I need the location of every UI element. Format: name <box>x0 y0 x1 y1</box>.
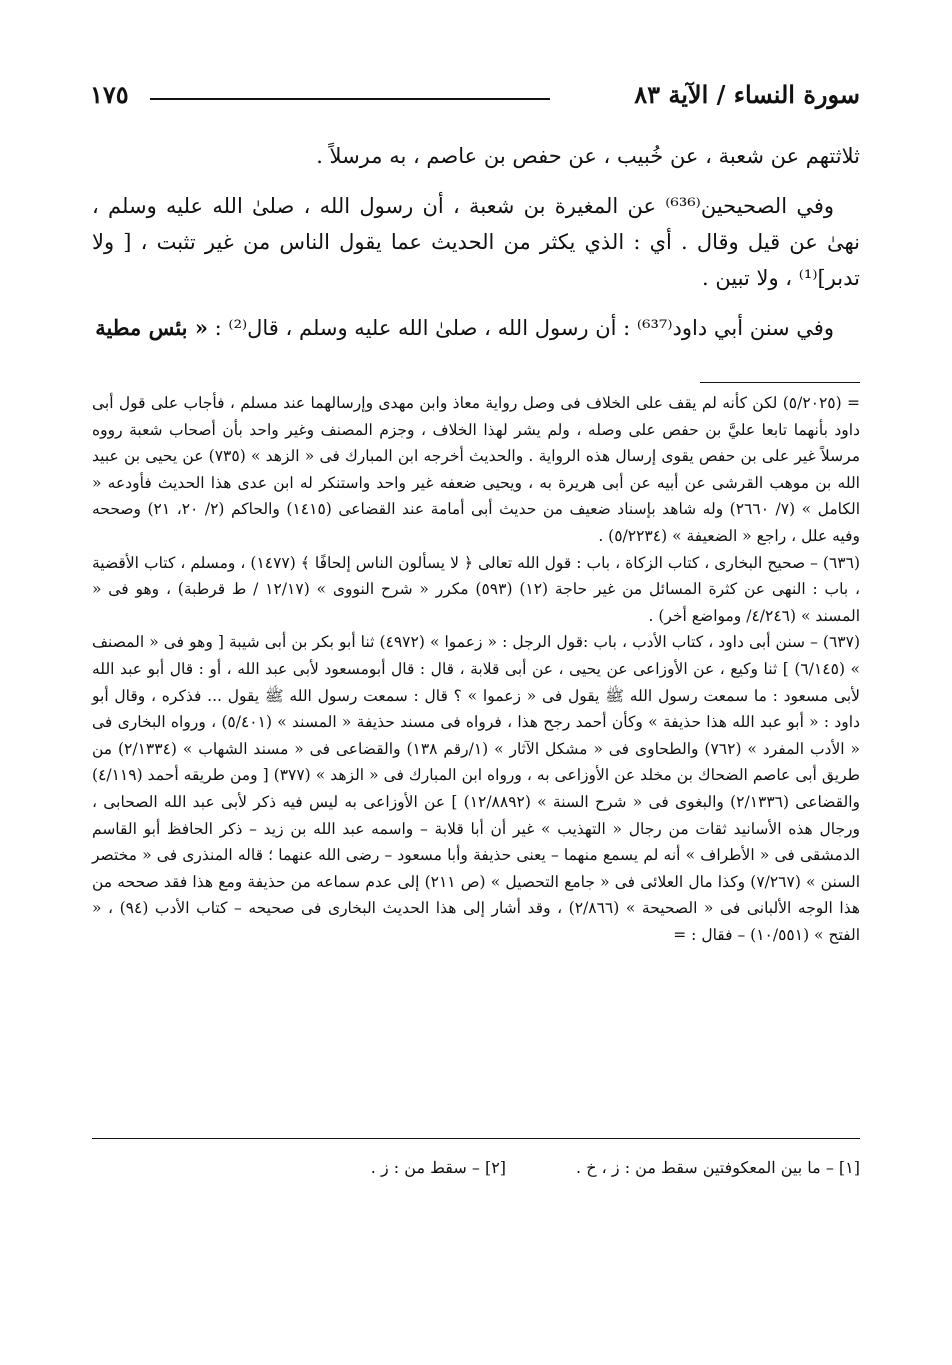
running-title: سورة النساء / الآية ٨٣ <box>634 80 860 109</box>
hadith-quote-start: « بئس مطية <box>95 315 208 340</box>
main-paragraph-3 <box>92 310 860 346</box>
main-text <box>92 138 860 360</box>
main-paragraph-3-text: وفي سنن أبي داود⁽⁶³⁷⁾ : أن رسول الله ، صلىٰ الله عليه وسلم ، قال⁽²⁾ : <box>207 316 834 340</box>
page-header <box>90 80 860 120</box>
footnote-divider <box>700 382 860 383</box>
page-number: ١٧٥ <box>90 80 129 109</box>
editorial-notes <box>92 1155 860 1181</box>
main-line-1: ثلاثتهم عن شعبة ، عن خُبيب ، عن حفص بن عاصم ، به مرسلاً . <box>316 144 860 168</box>
header-rule <box>150 98 550 100</box>
footnotes <box>92 390 860 948</box>
main-paragraph-2: وفي الصحيحين⁽⁶³⁶⁾ عن المغيرة بن شعبة ، أن رسول الله ، صلىٰ الله عليه وسلم ، نهىٰ عن قيل وقال . أي : الذي يكثر من الحديث عما يقول الناس من غير تثبت ، [ ولا تدبر]⁽¹⁾ ، ولا تبين . <box>92 194 860 290</box>
footnote-636: (٦٣٦) – صحيح البخارى ، كتاب الزكاة ، باب : قول الله تعالى ﴿ لا يسألون الناس إلحافًا ﴾ (١٤٧٧) ، ومسلم ، كتاب الأقضية ، باب : النهى عن كثرة المسائل من غير حاجة (١٢) (٥٩٣) مكرر « شرح النووى » (١٢/١٧ / ط قرطبة) ، وهو فى « المسند » (٤/٢٤٦/ ومواضع أخر) . <box>92 553 860 625</box>
footnote-continuation: = (٥/٢٠٢٥) لكن كأنه لم يقف على الخلاف فى وصل رواية معاذ وابن مهدى وإرسالهما عند مسلم ، فأجاب على قول أبى داود بأنهما تابعا عليَّ بن حفص على وصله ، ولم يشر لهذا الخلاف ، وجزم المصنف وغير واحد بأن أصحاب شعبة رووه مرسلاً غير على بن حفص يقوى إرسال هذه الرواية . والحديث أخرجه ابن المبارك فى « الزهد » (٧٣٥) عن يحيى بن عبيد الله بن موهب القرشى عن أبيه عن أبى هريرة به ، ويحيى ضعفه غير واحد واستنكر له ابن عدى هذا الحديث فأودعه « الكامل » (٧/ ٢٦٦٠) وله شاهد بإسناد ضعيف من حديث أبى أمامة عند القضاعى (١٤١٥) والحاكم (٢/ ٢٠، ٢١) وصححه وفيه علل ، راجع « الضعيفة » (٥/٢٢٣٤) . <box>92 394 861 545</box>
footnote-637: (٦٣٧) – سنن أبى داود ، كتاب الأدب ، باب :قول الرجل : « زعموا » (٤٩٧٢) ثنا أبو بكر بن أبى شيبة [ وهو فى « المصنف » (٦/١٤٥) ] ثنا وكيع ، عن الأوزاعى عن يحيى ، عن أبى قلابة ، قال : قال أبومسعود لأبى عبد الله ، أو : قال أبو عبد الله لأبى مسعود : ما سمعت رسول الله ﷺ يقول فى « زعموا » ؟ قال : سمعت رسول الله ﷺ يقول ... فذكره ، وقال أبو داود : « أبو عبد الله هذا حذيفة » وكأن أحمد رجح هذا ، فرواه فى مسند حذيفة « المسند » (٥/٤٠١) ، ورواه البخارى فى « الأدب المفرد » (٧٦٢) والطحاوى فى « مشكل الآثار » (١/رقم ١٣٨) والقضاعى فى « مسند الشهاب » (٢/١٣٣٤) من طريق أبى عاصم الضحاك بن مخلد عن الأوزاعى به ، ورواه ابن المبارك فى « الزهد » (٣٧٧) [ ومن طريقه أحمد (٤/١١٩) والقضاعى (٢/١٣٣٦) والبغوى فى « شرح السنة » (١٢/٨٨٩٢) ] عن الأوزاعى به ليس فيه ذكر لأبى عبد الله الصحابى ، ورجال هذه الأسانيد ثقات من رجال « التهذيب » غير أن أبا قلابة – واسمه عبد الله بن زيد – ذكر الحافظ أبو القاسم الدمشقى فى « الأطراف » أنه لم يسمع منهما – يعنى حذيفة وأبا مسعود – رضى الله عنهما ؛ قاله المنذرى فى « مختصر السنن » (٧/٢٦٧) وكذا مال العلائى فى « جامع التحصيل » (ص ٢١١) إلى عدم سماعه من حذيفة ومع هذا فقد صححه من هذا الوجه الألبانى فى « الصحيحة » (٢/٨٦٦) ، وقد أشار إلى هذا الحديث البخارى فى صحيحه – كتاب الأدب (٩٤) ، « الفتح » (١٠/٥٥١) – فقال : = <box>92 633 861 944</box>
bottom-rule <box>92 1138 860 1139</box>
editorial-note-1: [١] – ما بين المعكوفتين سقط من : ز ، خ . <box>576 1158 860 1177</box>
editorial-note-2: [٢] – سقط من : ز . <box>370 1158 507 1177</box>
